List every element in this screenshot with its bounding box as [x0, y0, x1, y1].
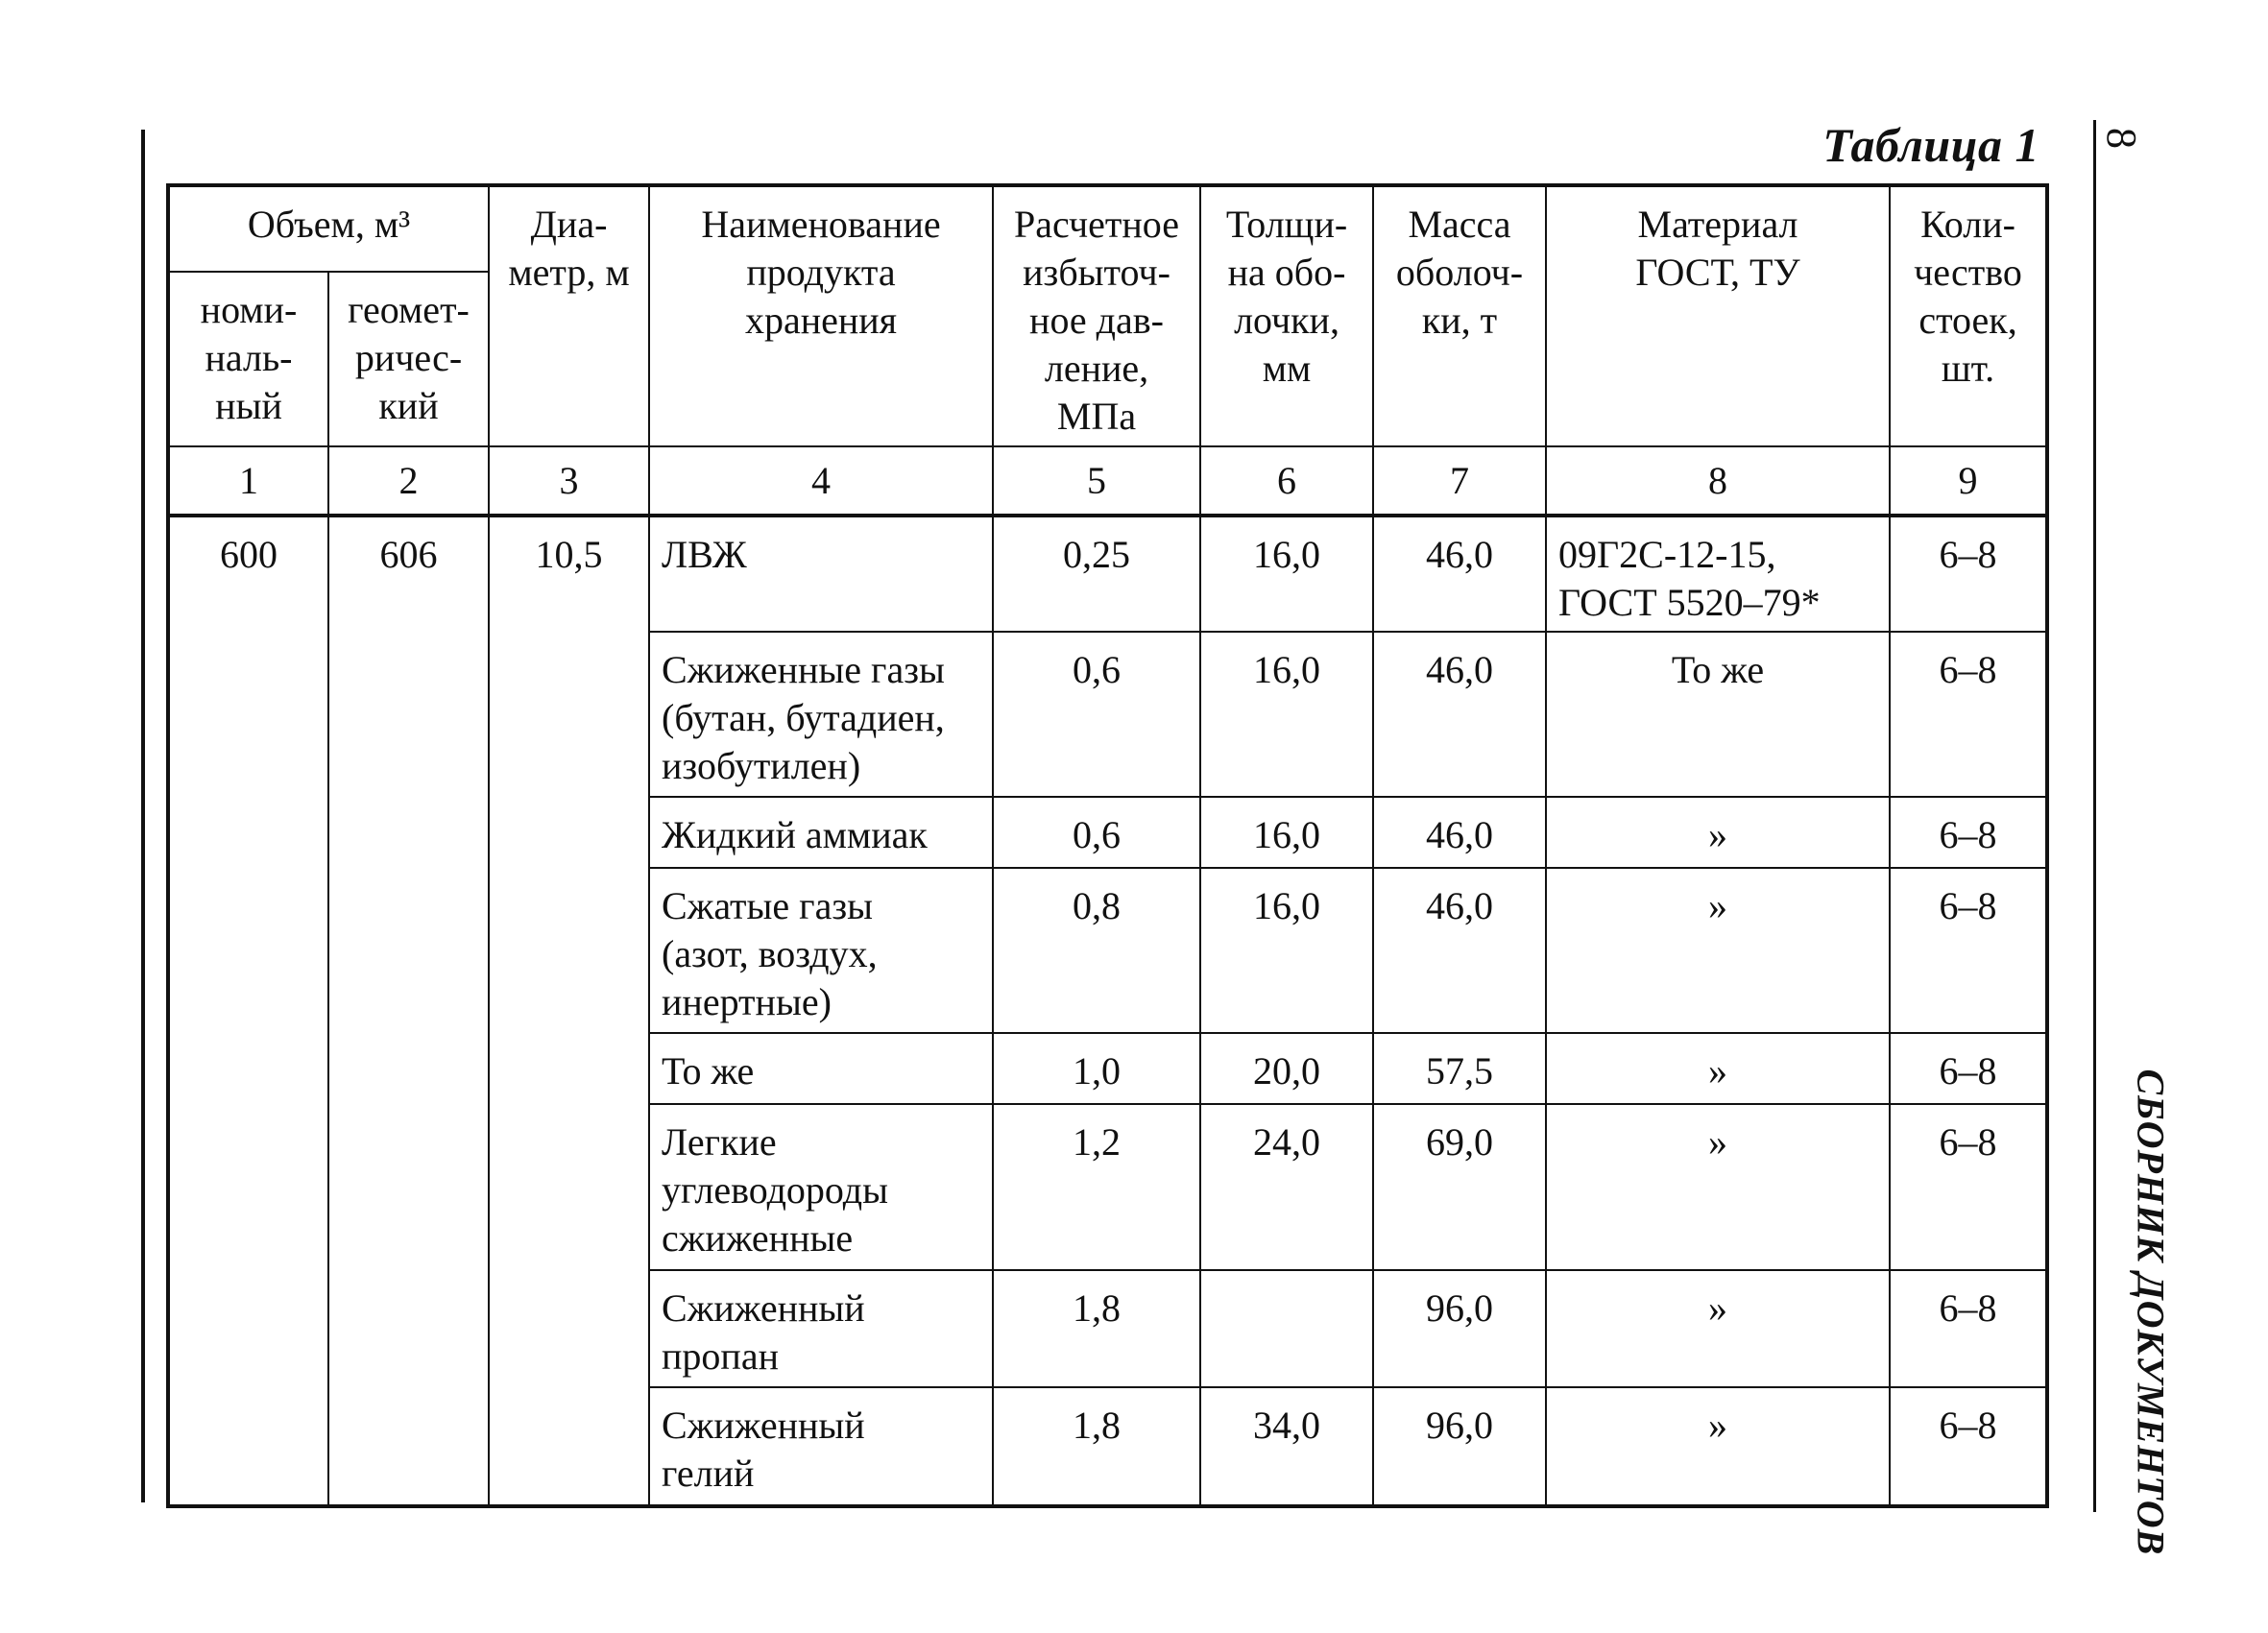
- header-row-top: [168, 185, 2047, 272]
- cell-material: »: [1546, 1033, 1890, 1104]
- cell-supports: 6–8: [1890, 1270, 2047, 1387]
- cell-mass: 96,0: [1373, 1387, 1546, 1506]
- cell-mass: 46,0: [1373, 868, 1546, 1033]
- cell-supports: 6–8: [1890, 868, 2047, 1033]
- right-margin-rule: [2093, 120, 2096, 1512]
- cell-pressure: 0,6: [993, 797, 1200, 868]
- cell-supports: 6–8: [1890, 1033, 2047, 1104]
- header-nominal: номи- наль- ный: [168, 272, 328, 446]
- header-product: Наименование продукта хранения: [649, 185, 993, 446]
- cell-supports: 6–8: [1890, 1104, 2047, 1269]
- cell-product: Жидкий аммиак: [649, 797, 993, 868]
- cell-material: »: [1546, 1270, 1890, 1387]
- cell-nominal-volume: 600: [168, 516, 328, 1506]
- cell-thickness: 16,0: [1200, 516, 1373, 631]
- cell-product: Легкие углеводороды сжиженные: [649, 1104, 993, 1269]
- header-pressure: Расчетное избыточ- ное дав- ление, МПа: [993, 185, 1200, 446]
- cell-supports: 6–8: [1890, 1387, 2047, 1506]
- cell-pressure: 0,8: [993, 868, 1200, 1033]
- table-caption: Таблица 1: [1822, 118, 2039, 172]
- column-number: 9: [1890, 446, 2047, 516]
- cell-thickness: 24,0: [1200, 1104, 1373, 1269]
- column-number: 8: [1546, 446, 1890, 516]
- cell-pressure: 1,2: [993, 1104, 1200, 1269]
- cell-pressure: 1,0: [993, 1033, 1200, 1104]
- cell-thickness: 16,0: [1200, 868, 1373, 1033]
- cell-mass: 57,5: [1373, 1033, 1546, 1104]
- cell-mass: 46,0: [1373, 797, 1546, 868]
- column-number: 6: [1200, 446, 1373, 516]
- header-material: Материал ГОСТ, ТУ: [1546, 185, 1890, 446]
- cell-mass: 46,0: [1373, 632, 1546, 797]
- cell-pressure: 1,8: [993, 1270, 1200, 1387]
- cell-material: »: [1546, 797, 1890, 868]
- cell-product: Сжиженный гелий: [649, 1387, 993, 1506]
- cell-product: Сжиженные газы (бутан, бутадиен, изобутилен): [649, 632, 993, 797]
- column-number: 1: [168, 446, 328, 516]
- cell-diameter: 10,5: [489, 516, 649, 1506]
- header-thickness: Толщи- на обо- лочки, мм: [1200, 185, 1373, 446]
- table-row: [168, 516, 2047, 631]
- cell-thickness: 20,0: [1200, 1033, 1373, 1104]
- cell-product: ЛВЖ: [649, 516, 993, 631]
- cell-material: То же: [1546, 632, 1890, 797]
- column-number: 3: [489, 446, 649, 516]
- header-geometric: геомет- ричес- кий: [328, 272, 489, 446]
- cell-mass: 46,0: [1373, 516, 1546, 631]
- page-number: 8: [2098, 128, 2145, 149]
- cell-product: Сжиженный пропан: [649, 1270, 993, 1387]
- cell-material: »: [1546, 1104, 1890, 1269]
- cell-supports: 6–8: [1890, 797, 2047, 868]
- left-margin-rule: [141, 130, 145, 1502]
- header-mass: Масса оболоч- ки, т: [1373, 185, 1546, 446]
- cell-supports: 6–8: [1890, 516, 2047, 631]
- column-number: 2: [328, 446, 489, 516]
- column-number-row: [168, 446, 2047, 516]
- column-number: 5: [993, 446, 1200, 516]
- column-number: 7: [1373, 446, 1546, 516]
- cell-material: 09Г2С-12-15, ГОСТ 5520–79*: [1546, 516, 1890, 631]
- cell-thickness: 16,0: [1200, 632, 1373, 797]
- header-supports: Коли- чество стоек, шт.: [1890, 185, 2047, 446]
- cell-material: »: [1546, 1387, 1890, 1506]
- cell-geometric-volume: 606: [328, 516, 489, 1506]
- cell-thickness: [1200, 1270, 1373, 1387]
- tank-spec-table: [166, 183, 2049, 1508]
- column-number: 4: [649, 446, 993, 516]
- cell-thickness: 16,0: [1200, 797, 1373, 868]
- cell-material: »: [1546, 868, 1890, 1033]
- cell-pressure: 1,8: [993, 1387, 1200, 1506]
- cell-thickness: 34,0: [1200, 1387, 1373, 1506]
- cell-product: Сжатые газы (азот, воздух, инертные): [649, 868, 993, 1033]
- cell-product: То же: [649, 1033, 993, 1104]
- cell-mass: 69,0: [1373, 1104, 1546, 1269]
- running-head: СБОРНИК ДОКУМЕНТОВ: [2129, 1069, 2173, 1556]
- cell-supports: 6–8: [1890, 632, 2047, 797]
- header-volume: Объем, м³: [168, 185, 489, 272]
- header-diameter: Диа- метр, м: [489, 185, 649, 446]
- cell-mass: 96,0: [1373, 1270, 1546, 1387]
- cell-pressure: 0,6: [993, 632, 1200, 797]
- cell-pressure: 0,25: [993, 516, 1200, 631]
